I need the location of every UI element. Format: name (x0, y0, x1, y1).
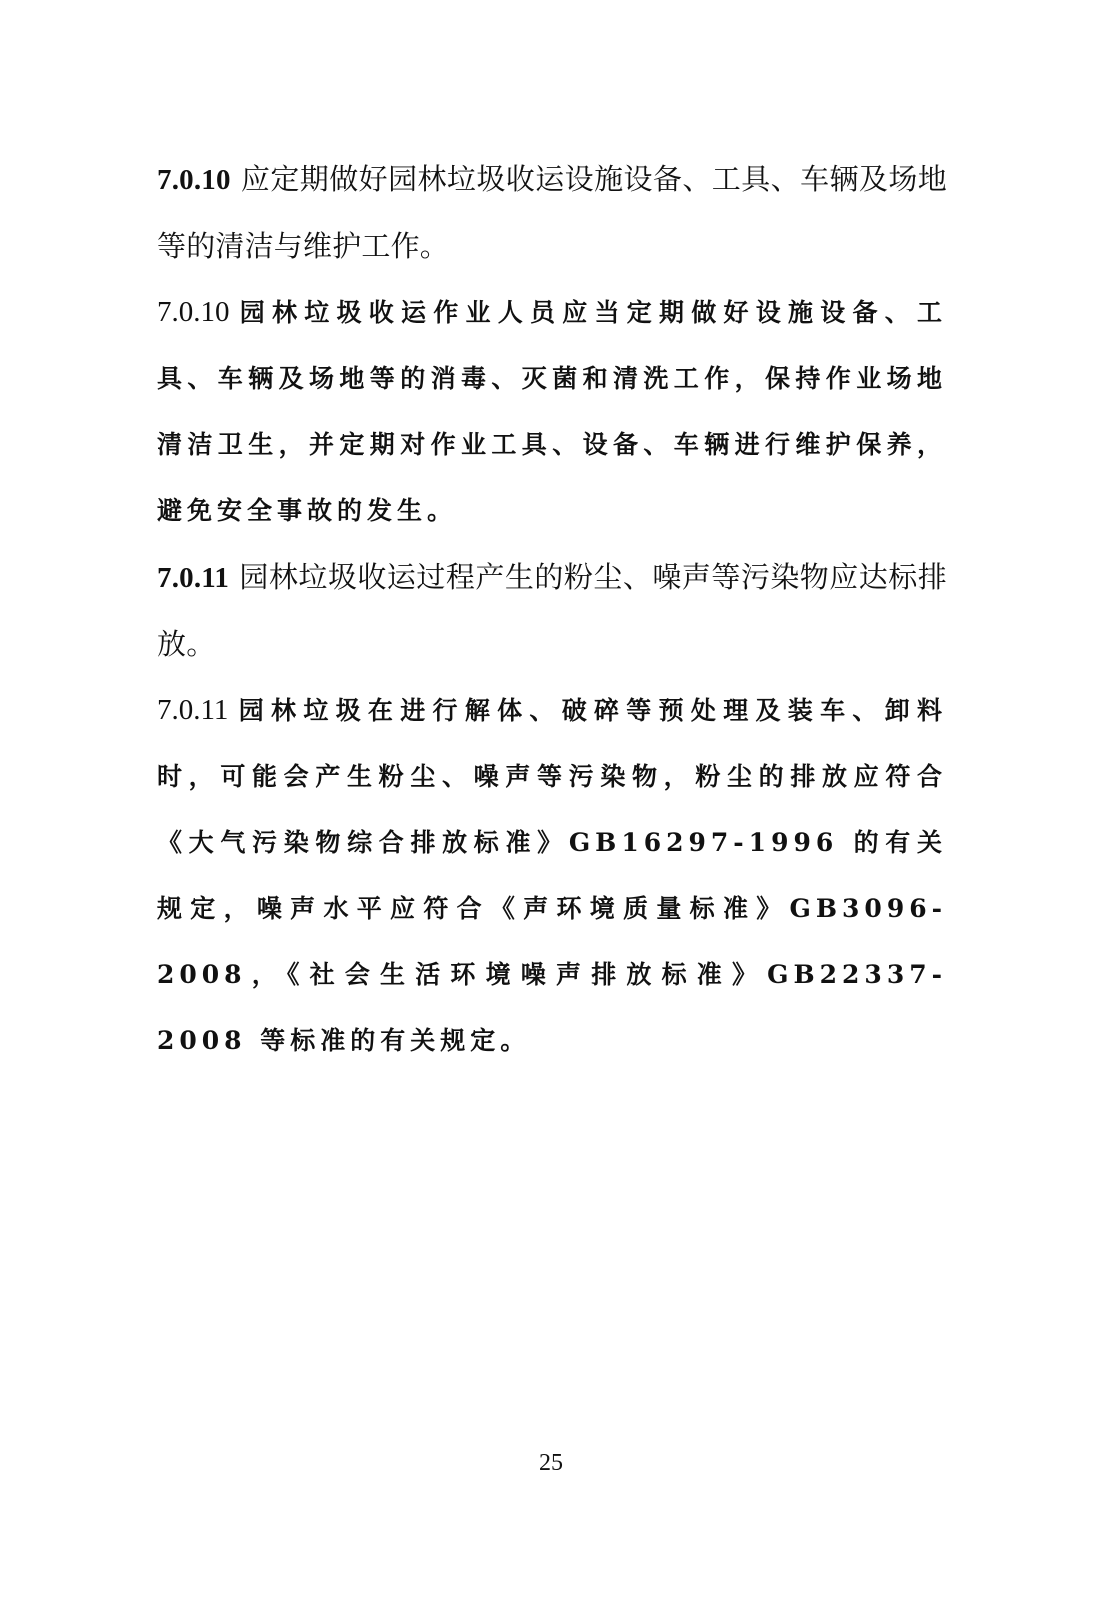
explanation-7-0-11 (157, 677, 947, 1074)
page-content (157, 146, 947, 1074)
page-number: 25 (539, 1450, 563, 1476)
explanation-number: 7.0.10 (157, 296, 230, 328)
explanation-7-0-10 (157, 279, 947, 544)
clause-number: 7.0.11 (157, 562, 230, 594)
explanation-text: 园林垃圾在进行解体、破碎等预处理及装车、卸料时，可能会产生粉尘、噪声等污染物，粉尘的排放应符合《大气污染物综合排放标准》GB16297-1996 的有关规定，噪声水平应符合《声环境质量标准》GB3096-2008，《社会生活环境噪声排放标准》GB22337-2008 等标准的有关规定。 (157, 696, 947, 1055)
clause-text: 应定期做好园林垃圾收运设施设备、工具、车辆及场地等的清洁与维护工作。 (157, 162, 947, 263)
clause-text: 园林垃圾收运过程产生的粉尘、噪声等污染物应达标排放。 (157, 560, 947, 661)
explanation-number: 7.0.11 (157, 694, 229, 726)
clause-7-0-10 (157, 146, 947, 279)
clause-7-0-11 (157, 544, 947, 677)
explanation-text: 园林垃圾收运作业人员应当定期做好设施设备、工具、车辆及场地等的消毒、灭菌和清洗工作，保持作业场地清洁卫生，并定期对作业工具、设备、车辆进行维护保养，避免安全事故的发生。 (157, 298, 947, 525)
clause-number: 7.0.10 (157, 164, 231, 196)
